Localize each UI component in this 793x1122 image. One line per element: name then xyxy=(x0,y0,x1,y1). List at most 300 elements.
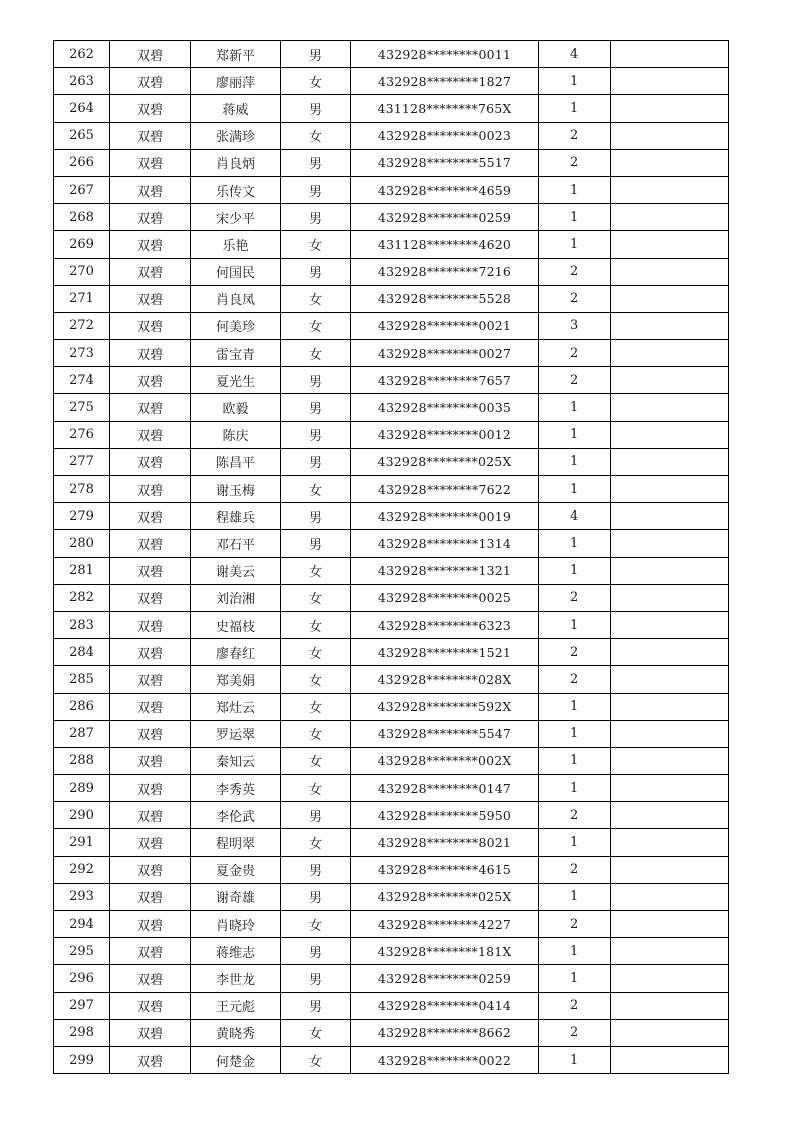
village-cell: 双碧 xyxy=(110,693,191,720)
gender-cell: 女 xyxy=(281,611,351,638)
village-cell: 双碧 xyxy=(110,231,191,258)
count-cell: 2 xyxy=(539,1019,611,1046)
village-cell: 双碧 xyxy=(110,829,191,856)
person-name-cell: 廖丽萍 xyxy=(191,68,281,95)
count-cell: 2 xyxy=(539,802,611,829)
id-number-cell: 432928********7216 xyxy=(351,258,539,285)
id-number-cell: 432928********0259 xyxy=(351,965,539,992)
gender-cell: 女 xyxy=(281,693,351,720)
table-row xyxy=(54,829,729,856)
gender-cell: 男 xyxy=(281,41,351,68)
person-name-cell: 乐艳 xyxy=(191,231,281,258)
gender-cell: 男 xyxy=(281,204,351,231)
row-number-cell: 270 xyxy=(54,258,110,285)
remark-cell xyxy=(611,911,729,938)
person-name-cell: 陈庆 xyxy=(191,421,281,448)
count-cell: 1 xyxy=(539,693,611,720)
count-cell: 2 xyxy=(539,258,611,285)
table-row xyxy=(54,1046,729,1073)
row-number-cell: 268 xyxy=(54,204,110,231)
count-cell: 1 xyxy=(539,611,611,638)
row-number-cell: 292 xyxy=(54,856,110,883)
person-name-cell: 肖良凤 xyxy=(191,285,281,312)
id-number-cell: 431128********4620 xyxy=(351,231,539,258)
gender-cell: 男 xyxy=(281,530,351,557)
gender-cell: 男 xyxy=(281,448,351,475)
gender-cell: 女 xyxy=(281,340,351,367)
id-number-cell: 432928********8662 xyxy=(351,1019,539,1046)
count-cell: 2 xyxy=(539,149,611,176)
table-row xyxy=(54,992,729,1019)
gender-cell: 男 xyxy=(281,258,351,285)
village-cell: 双碧 xyxy=(110,883,191,910)
table-row xyxy=(54,693,729,720)
remark-cell xyxy=(611,367,729,394)
id-number-cell: 431128********765X xyxy=(351,95,539,122)
remark-cell xyxy=(611,421,729,448)
person-name-cell: 宋少平 xyxy=(191,204,281,231)
village-cell: 双碧 xyxy=(110,476,191,503)
count-cell: 1 xyxy=(539,883,611,910)
table-row xyxy=(54,747,729,774)
table-row xyxy=(54,639,729,666)
gender-cell: 女 xyxy=(281,720,351,747)
village-cell: 双碧 xyxy=(110,530,191,557)
id-number-cell: 432928********0012 xyxy=(351,421,539,448)
person-name-cell: 程明翠 xyxy=(191,829,281,856)
id-number-cell: 432928********0035 xyxy=(351,394,539,421)
village-cell: 双碧 xyxy=(110,747,191,774)
id-number-cell: 432928********002X xyxy=(351,747,539,774)
count-cell: 1 xyxy=(539,476,611,503)
table-row xyxy=(54,122,729,149)
person-name-cell: 蒋维志 xyxy=(191,938,281,965)
remark-cell xyxy=(611,992,729,1019)
person-name-cell: 刘治湘 xyxy=(191,584,281,611)
remark-cell xyxy=(611,394,729,421)
gender-cell: 男 xyxy=(281,421,351,448)
table-row xyxy=(54,476,729,503)
gender-cell: 男 xyxy=(281,394,351,421)
person-name-cell: 李秀英 xyxy=(191,775,281,802)
remark-cell xyxy=(611,856,729,883)
gender-cell: 女 xyxy=(281,557,351,584)
gender-cell: 女 xyxy=(281,775,351,802)
person-name-cell: 邓石平 xyxy=(191,530,281,557)
count-cell: 1 xyxy=(539,747,611,774)
person-name-cell: 秦知云 xyxy=(191,747,281,774)
row-number-cell: 291 xyxy=(54,829,110,856)
count-cell: 2 xyxy=(539,367,611,394)
gender-cell: 女 xyxy=(281,312,351,339)
row-number-cell: 272 xyxy=(54,312,110,339)
table-row xyxy=(54,176,729,203)
row-number-cell: 298 xyxy=(54,1019,110,1046)
village-cell: 双碧 xyxy=(110,394,191,421)
row-number-cell: 262 xyxy=(54,41,110,68)
id-number-cell: 432928********0023 xyxy=(351,122,539,149)
person-name-cell: 陈昌平 xyxy=(191,448,281,475)
id-number-cell: 432928********5547 xyxy=(351,720,539,747)
id-number-cell: 432928********181X xyxy=(351,938,539,965)
count-cell: 2 xyxy=(539,122,611,149)
table-row xyxy=(54,611,729,638)
remark-cell xyxy=(611,883,729,910)
village-cell: 双碧 xyxy=(110,802,191,829)
row-number-cell: 271 xyxy=(54,285,110,312)
person-name-cell: 雷宝青 xyxy=(191,340,281,367)
count-cell: 1 xyxy=(539,231,611,258)
id-number-cell: 432928********4227 xyxy=(351,911,539,938)
village-cell: 双碧 xyxy=(110,68,191,95)
row-number-cell: 263 xyxy=(54,68,110,95)
row-number-cell: 278 xyxy=(54,476,110,503)
count-cell: 1 xyxy=(539,1046,611,1073)
row-number-cell: 277 xyxy=(54,448,110,475)
count-cell: 1 xyxy=(539,68,611,95)
person-name-cell: 谢美云 xyxy=(191,557,281,584)
remark-cell xyxy=(611,149,729,176)
person-name-cell: 肖晓玲 xyxy=(191,911,281,938)
count-cell: 1 xyxy=(539,394,611,421)
village-cell: 双碧 xyxy=(110,41,191,68)
id-number-cell: 432928********592X xyxy=(351,693,539,720)
village-cell: 双碧 xyxy=(110,639,191,666)
count-cell: 1 xyxy=(539,775,611,802)
person-name-cell: 谢奇雄 xyxy=(191,883,281,910)
person-name-cell: 廖春红 xyxy=(191,639,281,666)
count-cell: 1 xyxy=(539,530,611,557)
row-number-cell: 297 xyxy=(54,992,110,1019)
remark-cell xyxy=(611,448,729,475)
row-number-cell: 265 xyxy=(54,122,110,149)
roster-table-body xyxy=(54,41,729,1074)
village-cell: 双碧 xyxy=(110,1019,191,1046)
remark-cell xyxy=(611,829,729,856)
gender-cell: 男 xyxy=(281,856,351,883)
row-number-cell: 279 xyxy=(54,503,110,530)
table-row xyxy=(54,720,729,747)
person-name-cell: 史福枝 xyxy=(191,611,281,638)
village-cell: 双碧 xyxy=(110,611,191,638)
remark-cell xyxy=(611,530,729,557)
row-number-cell: 275 xyxy=(54,394,110,421)
gender-cell: 女 xyxy=(281,1046,351,1073)
row-number-cell: 264 xyxy=(54,95,110,122)
remark-cell xyxy=(611,258,729,285)
gender-cell: 女 xyxy=(281,231,351,258)
table-row xyxy=(54,285,729,312)
gender-cell: 女 xyxy=(281,829,351,856)
remark-cell xyxy=(611,340,729,367)
table-row xyxy=(54,775,729,802)
village-cell: 双碧 xyxy=(110,557,191,584)
row-number-cell: 295 xyxy=(54,938,110,965)
id-number-cell: 432928********0414 xyxy=(351,992,539,1019)
village-cell: 双碧 xyxy=(110,938,191,965)
id-number-cell: 432928********0027 xyxy=(351,340,539,367)
table-row xyxy=(54,1019,729,1046)
table-row xyxy=(54,340,729,367)
row-number-cell: 286 xyxy=(54,693,110,720)
row-number-cell: 293 xyxy=(54,883,110,910)
village-cell: 双碧 xyxy=(110,911,191,938)
table-row xyxy=(54,883,729,910)
count-cell: 1 xyxy=(539,448,611,475)
table-row xyxy=(54,394,729,421)
table-row xyxy=(54,965,729,992)
row-number-cell: 273 xyxy=(54,340,110,367)
count-cell: 2 xyxy=(539,340,611,367)
village-cell: 双碧 xyxy=(110,503,191,530)
id-number-cell: 432928********025X xyxy=(351,883,539,910)
table-row xyxy=(54,231,729,258)
id-number-cell: 432928********0011 xyxy=(351,41,539,68)
id-number-cell: 432928********028X xyxy=(351,666,539,693)
gender-cell: 女 xyxy=(281,1019,351,1046)
person-name-cell: 夏金贵 xyxy=(191,856,281,883)
remark-cell xyxy=(611,938,729,965)
gender-cell: 男 xyxy=(281,149,351,176)
gender-cell: 男 xyxy=(281,992,351,1019)
village-cell: 双碧 xyxy=(110,340,191,367)
row-number-cell: 285 xyxy=(54,666,110,693)
remark-cell xyxy=(611,720,729,747)
count-cell: 1 xyxy=(539,204,611,231)
table-row xyxy=(54,95,729,122)
table-row xyxy=(54,149,729,176)
person-name-cell: 郑新平 xyxy=(191,41,281,68)
row-number-cell: 266 xyxy=(54,149,110,176)
count-cell: 1 xyxy=(539,421,611,448)
id-number-cell: 432928********1827 xyxy=(351,68,539,95)
table-row xyxy=(54,448,729,475)
table-row xyxy=(54,503,729,530)
remark-cell xyxy=(611,584,729,611)
person-name-cell: 何国民 xyxy=(191,258,281,285)
remark-cell xyxy=(611,639,729,666)
count-cell: 2 xyxy=(539,639,611,666)
person-name-cell: 乐传文 xyxy=(191,176,281,203)
count-cell: 2 xyxy=(539,285,611,312)
village-cell: 双碧 xyxy=(110,666,191,693)
remark-cell xyxy=(611,476,729,503)
gender-cell: 女 xyxy=(281,476,351,503)
id-number-cell: 432928********0025 xyxy=(351,584,539,611)
row-number-cell: 283 xyxy=(54,611,110,638)
row-number-cell: 274 xyxy=(54,367,110,394)
remark-cell xyxy=(611,68,729,95)
remark-cell xyxy=(611,666,729,693)
id-number-cell: 432928********5517 xyxy=(351,149,539,176)
id-number-cell: 432928********4615 xyxy=(351,856,539,883)
gender-cell: 女 xyxy=(281,911,351,938)
village-cell: 双碧 xyxy=(110,448,191,475)
gender-cell: 女 xyxy=(281,285,351,312)
gender-cell: 男 xyxy=(281,367,351,394)
roster-table xyxy=(53,40,729,1074)
village-cell: 双碧 xyxy=(110,584,191,611)
row-number-cell: 287 xyxy=(54,720,110,747)
table-row xyxy=(54,938,729,965)
row-number-cell: 282 xyxy=(54,584,110,611)
village-cell: 双碧 xyxy=(110,149,191,176)
village-cell: 双碧 xyxy=(110,720,191,747)
row-number-cell: 299 xyxy=(54,1046,110,1073)
person-name-cell: 张满珍 xyxy=(191,122,281,149)
remark-cell xyxy=(611,693,729,720)
id-number-cell: 432928********0259 xyxy=(351,204,539,231)
remark-cell xyxy=(611,611,729,638)
village-cell: 双碧 xyxy=(110,312,191,339)
id-number-cell: 432928********1521 xyxy=(351,639,539,666)
count-cell: 4 xyxy=(539,41,611,68)
gender-cell: 女 xyxy=(281,639,351,666)
table-row xyxy=(54,204,729,231)
id-number-cell: 432928********8021 xyxy=(351,829,539,856)
id-number-cell: 432928********0147 xyxy=(351,775,539,802)
gender-cell: 女 xyxy=(281,747,351,774)
village-cell: 双碧 xyxy=(110,258,191,285)
remark-cell xyxy=(611,176,729,203)
table-row xyxy=(54,666,729,693)
id-number-cell: 432928********7657 xyxy=(351,367,539,394)
remark-cell xyxy=(611,557,729,584)
table-row xyxy=(54,258,729,285)
village-cell: 双碧 xyxy=(110,285,191,312)
table-row xyxy=(54,367,729,394)
person-name-cell: 欧毅 xyxy=(191,394,281,421)
id-number-cell: 432928********025X xyxy=(351,448,539,475)
row-number-cell: 289 xyxy=(54,775,110,802)
village-cell: 双碧 xyxy=(110,367,191,394)
person-name-cell: 李世龙 xyxy=(191,965,281,992)
id-number-cell: 432928********0022 xyxy=(351,1046,539,1073)
gender-cell: 男 xyxy=(281,503,351,530)
table-row xyxy=(54,911,729,938)
table-row xyxy=(54,856,729,883)
person-name-cell: 罗运翠 xyxy=(191,720,281,747)
table-row xyxy=(54,41,729,68)
id-number-cell: 432928********5528 xyxy=(351,285,539,312)
gender-cell: 男 xyxy=(281,176,351,203)
gender-cell: 男 xyxy=(281,95,351,122)
row-number-cell: 288 xyxy=(54,747,110,774)
remark-cell xyxy=(611,204,729,231)
id-number-cell: 432928********7622 xyxy=(351,476,539,503)
row-number-cell: 296 xyxy=(54,965,110,992)
remark-cell xyxy=(611,1019,729,1046)
village-cell: 双碧 xyxy=(110,176,191,203)
person-name-cell: 何美珍 xyxy=(191,312,281,339)
gender-cell: 女 xyxy=(281,68,351,95)
table-row xyxy=(54,802,729,829)
count-cell: 4 xyxy=(539,503,611,530)
gender-cell: 女 xyxy=(281,666,351,693)
count-cell: 1 xyxy=(539,965,611,992)
remark-cell xyxy=(611,965,729,992)
table-row xyxy=(54,312,729,339)
village-cell: 双碧 xyxy=(110,204,191,231)
village-cell: 双碧 xyxy=(110,421,191,448)
remark-cell xyxy=(611,312,729,339)
village-cell: 双碧 xyxy=(110,1046,191,1073)
count-cell: 2 xyxy=(539,911,611,938)
gender-cell: 男 xyxy=(281,965,351,992)
remark-cell xyxy=(611,503,729,530)
remark-cell xyxy=(611,41,729,68)
id-number-cell: 432928********0019 xyxy=(351,503,539,530)
count-cell: 1 xyxy=(539,95,611,122)
gender-cell: 男 xyxy=(281,802,351,829)
count-cell: 1 xyxy=(539,176,611,203)
table-row xyxy=(54,584,729,611)
count-cell: 2 xyxy=(539,666,611,693)
table-row xyxy=(54,68,729,95)
count-cell: 1 xyxy=(539,829,611,856)
count-cell: 1 xyxy=(539,720,611,747)
roster-table-container xyxy=(53,40,728,1074)
count-cell: 2 xyxy=(539,992,611,1019)
remark-cell xyxy=(611,775,729,802)
village-cell: 双碧 xyxy=(110,122,191,149)
person-name-cell: 何楚金 xyxy=(191,1046,281,1073)
person-name-cell: 郑美娟 xyxy=(191,666,281,693)
table-row xyxy=(54,530,729,557)
remark-cell xyxy=(611,1046,729,1073)
remark-cell xyxy=(611,231,729,258)
person-name-cell: 蒋威 xyxy=(191,95,281,122)
person-name-cell: 郑灶云 xyxy=(191,693,281,720)
village-cell: 双碧 xyxy=(110,965,191,992)
remark-cell xyxy=(611,95,729,122)
row-number-cell: 280 xyxy=(54,530,110,557)
gender-cell: 男 xyxy=(281,938,351,965)
person-name-cell: 夏光生 xyxy=(191,367,281,394)
id-number-cell: 432928********0021 xyxy=(351,312,539,339)
id-number-cell: 432928********4659 xyxy=(351,176,539,203)
remark-cell xyxy=(611,285,729,312)
village-cell: 双碧 xyxy=(110,992,191,1019)
row-number-cell: 267 xyxy=(54,176,110,203)
person-name-cell: 王元彪 xyxy=(191,992,281,1019)
person-name-cell: 程雄兵 xyxy=(191,503,281,530)
row-number-cell: 276 xyxy=(54,421,110,448)
village-cell: 双碧 xyxy=(110,856,191,883)
count-cell: 3 xyxy=(539,312,611,339)
row-number-cell: 284 xyxy=(54,639,110,666)
count-cell: 2 xyxy=(539,856,611,883)
row-number-cell: 269 xyxy=(54,231,110,258)
table-row xyxy=(54,557,729,584)
person-name-cell: 李伦武 xyxy=(191,802,281,829)
gender-cell: 男 xyxy=(281,883,351,910)
count-cell: 2 xyxy=(539,584,611,611)
count-cell: 1 xyxy=(539,938,611,965)
person-name-cell: 肖良炳 xyxy=(191,149,281,176)
count-cell: 1 xyxy=(539,557,611,584)
id-number-cell: 432928********1314 xyxy=(351,530,539,557)
row-number-cell: 290 xyxy=(54,802,110,829)
village-cell: 双碧 xyxy=(110,95,191,122)
person-name-cell: 谢玉梅 xyxy=(191,476,281,503)
row-number-cell: 281 xyxy=(54,557,110,584)
village-cell: 双碧 xyxy=(110,775,191,802)
id-number-cell: 432928********5950 xyxy=(351,802,539,829)
person-name-cell: 黄晓秀 xyxy=(191,1019,281,1046)
row-number-cell: 294 xyxy=(54,911,110,938)
id-number-cell: 432928********1321 xyxy=(351,557,539,584)
